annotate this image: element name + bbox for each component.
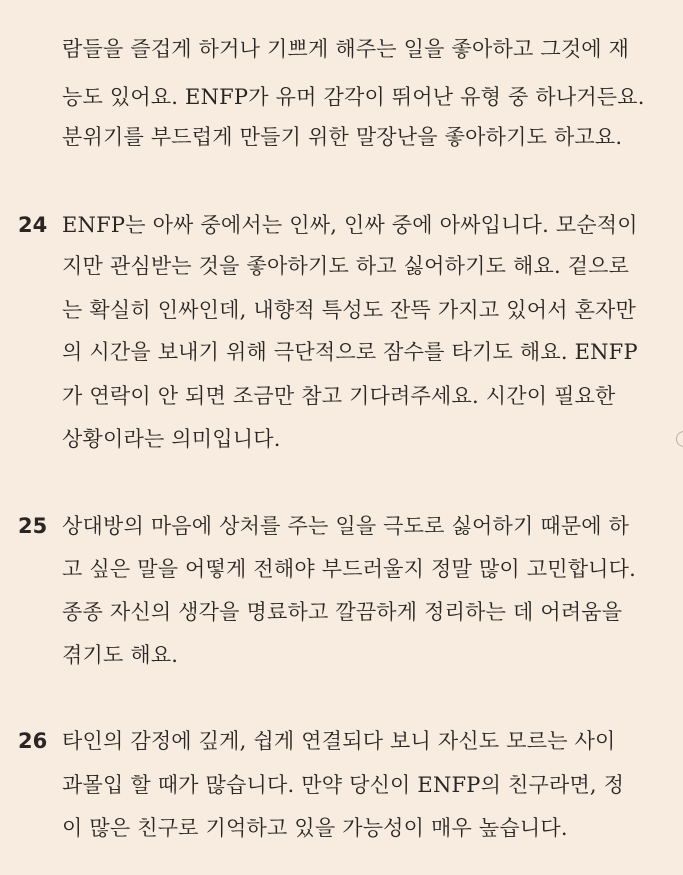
item-number: 24 — [18, 213, 48, 237]
item-line: 지만 관심받는 것을 좋아하기도 하고 싫어하기도 해요. 겉으로 — [62, 254, 630, 278]
intro-line: 분위기를 부드럽게 만들기 위한 말장난을 좋아하기도 하고요. — [62, 125, 623, 149]
item-line: 의 시간을 보내기 위해 극단적으로 잠수를 타기도 해요. ENFP — [62, 340, 638, 364]
item-line: 이 많은 친구로 기억하고 있을 가능성이 매우 높습니다. — [62, 816, 568, 840]
item-line: ENFP는 아싸 중에서는 인싸, 인싸 중에 아싸입니다. 모순적이 — [62, 213, 638, 237]
item-number: 26 — [18, 729, 48, 753]
item-line: 상대방의 마음에 상처를 주는 일을 극도로 싫어하기 때문에 하 — [62, 514, 630, 538]
item-line: 상황이라는 의미입니다. — [62, 427, 281, 451]
intro-line: 능도 있어요. ENFP가 유머 감각이 뛰어난 유형 중 하나거든요. — [62, 85, 645, 109]
scroll-indicator-icon[interactable] — [676, 431, 683, 447]
intro-line: 람들을 즐겁게 하거나 기쁘게 해주는 일을 좋아하고 그것에 재 — [62, 37, 630, 61]
item-line: 겪기도 해요. — [62, 643, 179, 667]
item-number: 25 — [18, 514, 48, 538]
item-line: 종종 자신의 생각을 명료하고 깔끔하게 정리하는 데 어려움을 — [62, 600, 623, 624]
item-line: 는 확실히 인싸인데, 내향적 특성도 잔뜩 가지고 있어서 혼자만 — [62, 298, 637, 322]
item-line: 가 연락이 안 되면 조금만 참고 기다려주세요. 시간이 필요한 — [62, 384, 616, 408]
item-line: 고 싶은 말을 어떻게 전해야 부드러울지 정말 많이 고민합니다. — [62, 557, 637, 581]
item-line: 타인의 감정에 깊게, 쉽게 연결되다 보니 자신도 모르는 사이 — [62, 729, 616, 753]
item-line: 과몰입 할 때가 많습니다. 만약 당신이 ENFP의 친구라면, 정 — [62, 773, 625, 797]
